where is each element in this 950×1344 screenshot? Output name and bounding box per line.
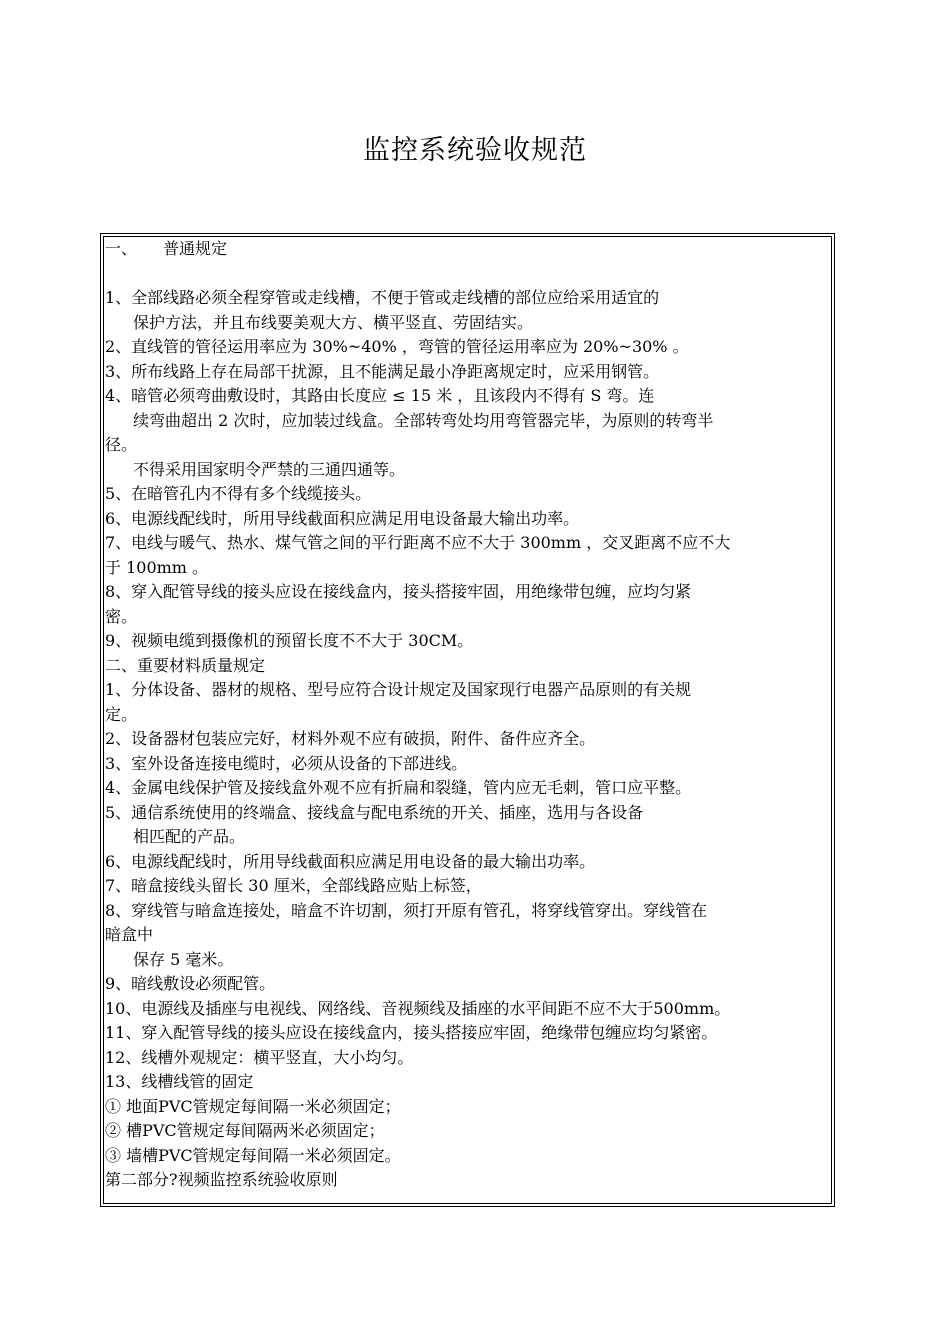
rule-line: 9、视频电缆到摄像机的预留长度不不大于 30CM。 [105,631,474,650]
rule-line: 9、暗线敷设必须配管。 [105,974,276,993]
content-table [100,233,835,1207]
rule-line: 8、穿线管与暗盒连接处，暗盒不许切割，须打开原有管孔，将穿线管穿出。穿线管在 [105,900,708,920]
rule-line: 4、暗管必须弯曲敷设时，其路由长度应 ≤ 15 米 ，且该段内不得有 S 弯。连 [105,386,655,405]
rule-line: 3、室外设备连接电缆时，必须从设备的下部进线。 [105,753,468,773]
rule-line: 定。 [105,704,138,724]
rule-line: 13、线槽线管的固定 [105,1072,254,1091]
rule-line: ① 地面PVC管规定每间隔一米必须固定； [105,1096,401,1116]
rule-line: 3、所布线路上存在局部干扰源，且不能满足最小净距离规定时，应采用钢管。 [105,361,660,381]
section-heading-general [105,237,833,262]
rule-line: 暗盒中 [105,925,154,944]
rule-line: 7、暗盒接线头留长 30 厘米，全部线路应贴上标签， [105,876,482,895]
rule-line: ③ 墙槽PVC管规定每间隔一米必须固定。 [105,1145,401,1165]
rule-line: 2、直线管的管径运用率应为 30%~40% ，弯管的管径运用率应为 20%~30% 。 [105,337,689,356]
rule-line: 不得采用国家明令严禁的三通四通等。 [133,459,406,479]
rule-line: 10、电源线及插座与电视线、网络线、音视频线及插座的水平间距不应不大于500mm。 [105,998,731,1018]
rule-line: 1、全部线路必须全程穿管或走线槽，不便于管或走线槽的部位应给采用适宜的 [105,288,660,307]
rule-line: 5、通信系统使用的终端盒、接线盒与配电系统的开关、插座，选用与各设备 [105,802,644,822]
rule-line: 2、设备器材包装应完好，材料外观不应有破损，附件、备件应齐全。 [105,729,596,748]
rule-line: 保存 5 毫米。 [133,949,234,969]
section-number: 一、 [105,239,138,258]
rule-line: 保护方法，并且布线要美观大方、横平竖直、劳固结实。 [133,312,534,332]
rule-line: 11、穿入配管导线的接头应设在接线盒内，接头搭接应牢固，绝缘带包缠应均匀紧密。 [105,1023,718,1042]
section-heading-part-two: 第二部分?视频监控系统验收原则 [105,1170,338,1189]
blank-line [105,262,833,287]
rule-line: 8、穿入配管导线的接头应设在接线盒内，接头搭接牢固，用绝缘带包缠，应均匀紧 [105,582,692,601]
page-title: 监控系统验收规范 [363,135,587,166]
rule-line: 6、电源线配线时，所用导线截面积应满足用电设备最大输出功率。 [105,508,580,528]
rule-line: 1、分体设备、器材的规格、型号应符合设计规定及国家现行电器产品原则的有关规 [105,680,692,699]
section-heading-materials: 二、重要材料质量规定 [105,655,266,675]
content-body [105,237,833,1193]
rule-line: 7、电线与暖气、热水、煤气管之间的平行距离不应不大于 300mm ，交叉距离不应不大 [105,533,731,552]
rule-line: 相匹配的产品。 [133,827,246,846]
rule-line: ② 槽PVC管规定每间隔两米必须固定； [105,1121,385,1140]
rule-line: 5、在暗管孔内不得有多个线缆接头。 [105,484,372,503]
rule-line: 径。 [105,435,138,454]
rule-line: 12、线槽外观规定：横平竖直，大小均匀。 [105,1047,414,1067]
rule-line: 4、金属电线保护管及接线盒外观不应有折扁和裂缝，管内应无毛刺，管口应平整。 [105,778,692,797]
rule-line: 续弯曲超出 2 次时，应加装过线盒。全部转弯处均用弯管器完毕，为原则的转弯半 [133,410,714,430]
section-title: 普通规定 [163,239,228,258]
rule-line: 于 100mm 。 [105,557,209,577]
rule-line: 密。 [105,606,138,626]
rule-line: 6、电源线配线时，所用导线截面积应满足用电设备的最大输出功率。 [105,851,596,871]
